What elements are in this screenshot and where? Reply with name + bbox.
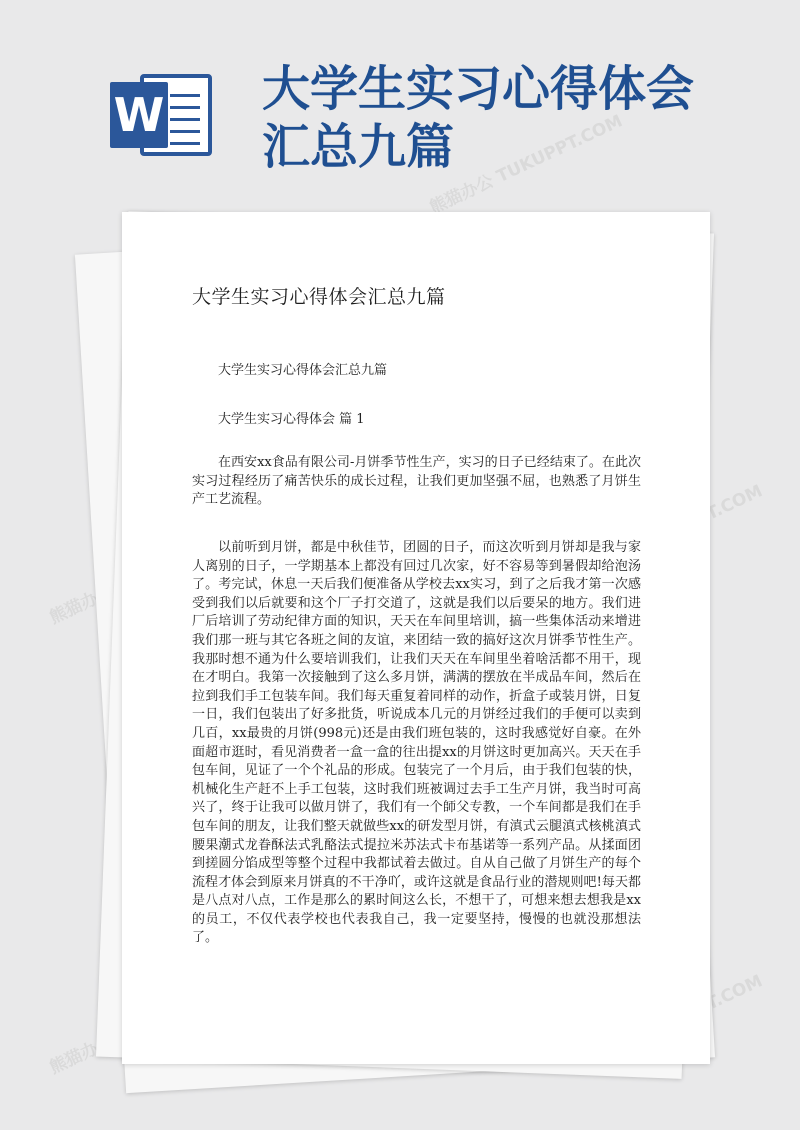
header-title: 大学生实习心得体会汇总九篇 — [262, 61, 695, 175]
watermark: 熊猫办公 — [46, 1031, 117, 1079]
document-subtitle: 大学生实习心得体会汇总九篇 — [218, 363, 388, 378]
word-document-icon — [110, 72, 212, 158]
watermark: 熊猫办公 — [46, 581, 117, 629]
paragraph: 以前听到月饼，都是中秋佳节，团圆的日子，而这次听到月饼却是我与家人离别的日子，一学期基本上都没有回过几次家，好不容易等到暑假却给泡汤了。考完试，休息一天后我们便准备从学校去xx实习，到了之后我才第一次感受到我们以后就要和这个厂子打交道了，这就是我们以后要呆的地方。我们进厂后培训了劳动纪律方面的知识，天天在车间里培训，搞一些集体活动来增进我们那一班与其它各班之间的友谊，来团结一致的搞好这次月饼季节性生产。我那时想不通为什么要培训我们，让我们天天在车间里坐着啥活都不用干，现在才明白。我第一次接触到了这么多月饼，满满的摆放在半成品车间，然后在拉到我们手工包装车间。我们每天重复着同样的动作，折盒子或装月饼，日复一日，我们包装出了好多批货，听说成本几元的月饼经过我们的手便可以卖到几百，xx最贵的月饼(998元)还是由我们班包装的，这时我感觉好自豪。在外面超市逛时，看见消费者一盒一盒的往出提xx的月饼这时更加高兴。天天在手包车间，见证了一个个礼品的形成。包装完了一个月后，由于我们包装的快，机械化生产赶不上手工包装，这时我们班被调过去手工生产月饼，我当时可高兴了，终于让我可以做月饼了，我们有一个師父专教，一个车间都是我们在手包车间的朋友，让我们整天就做些xx的研发型月饼，有滇式云腿滇式核桃滇式腰果潮式龙眷酥法式乳酪法式提拉米苏法式卡布基诺等一系列产品。从揉面团到搓圆分馅成型等整个过程中我都试着去做过。自从自己做了月饼生产的每个流程才体会到原来月饼真的不干净吖，或许这就是食品行业的潜规则吧!每天都是八点对八点，工作是那么的累时间这么长，不想干了，可想来想去想我是xx的员工，不仅代表学校也代表我自己，我一定要坚持，慢慢的也就没那想法了。 — [192, 540, 641, 946]
watermark: 熊猫办公 TUKUPPT.COM — [426, 111, 626, 219]
paragraph: 在西安xx食品有限公司-月饼季节性生产，实习的日子已经结束了。在此次实习过程经历了痛苦快乐的成长过程，让我们更加坚强不屈，也熟悉了月饼生产工艺流程。 — [192, 455, 641, 508]
document-page — [122, 212, 710, 1064]
document-title: 大学生实习心得体会汇总九篇 — [192, 286, 446, 308]
section-heading: 大学生实习心得体会 篇 1 — [218, 412, 365, 427]
word-logo-letter: W — [110, 82, 168, 148]
